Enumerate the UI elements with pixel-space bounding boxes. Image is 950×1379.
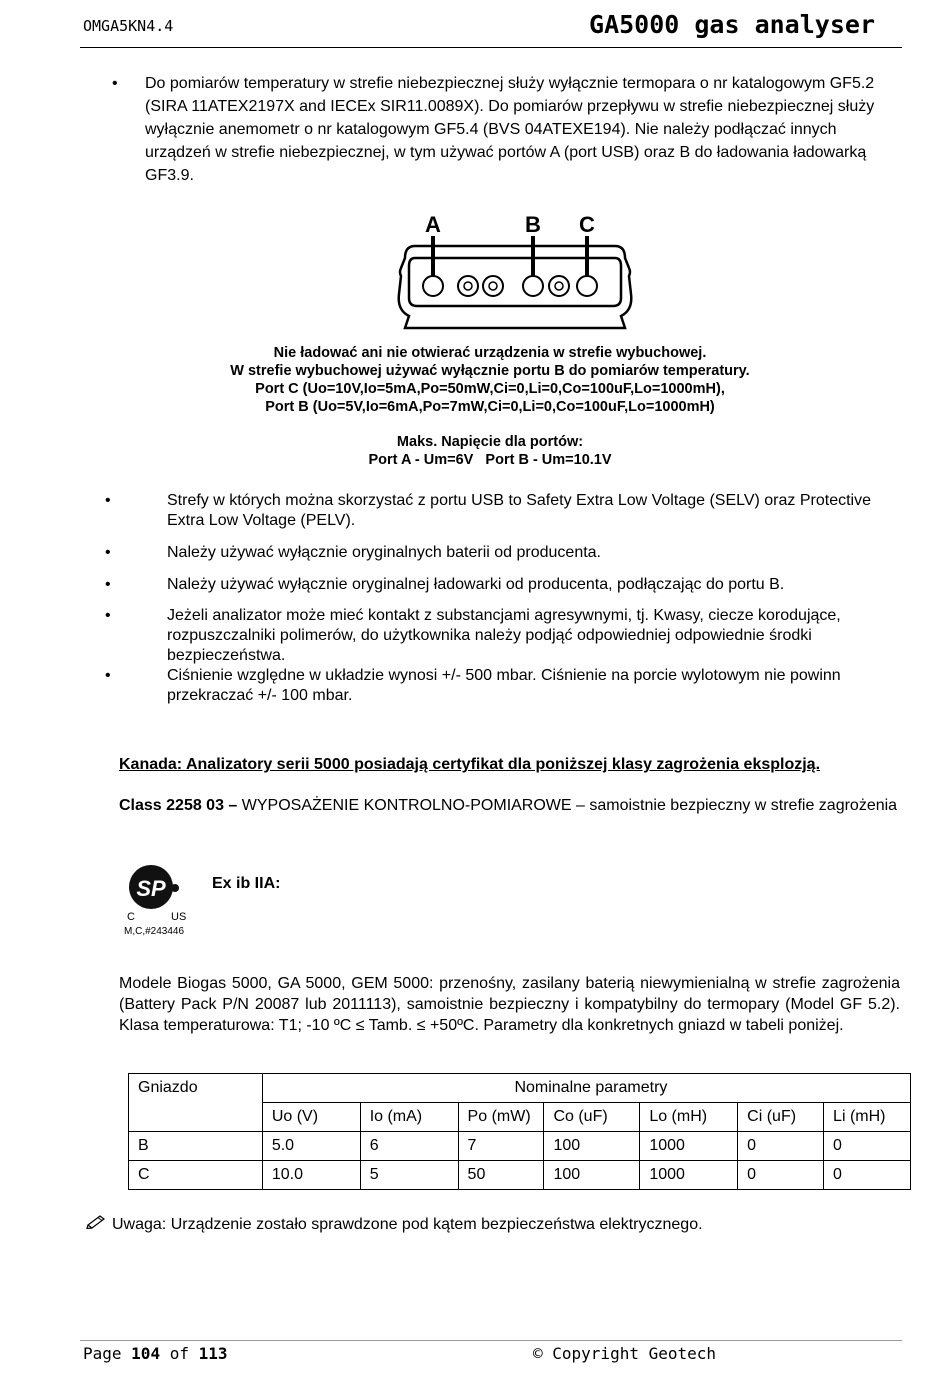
table-header-cell: Ci (uF) bbox=[738, 1103, 824, 1132]
table-cell: 5.0 bbox=[262, 1132, 360, 1161]
parameters-table bbox=[128, 1073, 911, 1190]
table-cell: 7 bbox=[458, 1132, 544, 1161]
header-rule bbox=[80, 47, 902, 48]
port-label-b: B bbox=[525, 212, 541, 237]
port-a-socket bbox=[423, 276, 443, 296]
of-word: of bbox=[169, 1344, 189, 1363]
table-header-cell: Li (mH) bbox=[824, 1103, 911, 1132]
table-cell: 100 bbox=[544, 1161, 640, 1190]
csa-logo-c: C bbox=[127, 911, 135, 923]
table-cell: 5 bbox=[360, 1161, 458, 1190]
bullet-dot: • bbox=[112, 75, 118, 92]
note-text: Uwaga: Urządzenie zostało sprawdzone pod kątem bezpieczeństwa elektrycznego. bbox=[112, 1216, 703, 1233]
bullet-dot: • bbox=[105, 576, 111, 593]
table-cell: 6 bbox=[360, 1132, 458, 1161]
csa-logo-us: US bbox=[171, 911, 187, 923]
table-header-row bbox=[129, 1074, 911, 1103]
table-cell: 1000 bbox=[640, 1132, 738, 1161]
max-voltage-values: Port A - Um=6V Port B - Um=10.1V bbox=[368, 452, 612, 468]
max-voltage-block bbox=[150, 433, 830, 469]
table-cell: 0 bbox=[824, 1132, 911, 1161]
list-item bbox=[105, 543, 897, 563]
warning-line: Port C (Uo=10V,Io=5mA,Po=50mW,Ci=0,Li=0,Co=100uF,Lo=1000mH), bbox=[255, 381, 725, 397]
list-item bbox=[105, 575, 897, 595]
table-header-cell: Gniazdo bbox=[129, 1074, 263, 1132]
page-number bbox=[83, 1344, 228, 1363]
class-code: Class 2258 03 – bbox=[119, 797, 238, 814]
table-cell: 10.0 bbox=[262, 1161, 360, 1190]
port-c-socket bbox=[577, 276, 597, 296]
table-header-cell: Co (uF) bbox=[544, 1103, 640, 1132]
ex-rating: Ex ib IIA: bbox=[212, 875, 281, 892]
list-item-text: Jeżeli analizator może mieć kontakt z substancjami agresywnymi, tj. Kwasy, ciecze korodujące, rozpuszczalniki polimerów, do użytkownika należy podjąć odpowiedniej odpowiednie środki bezpieczeństwa. bbox=[167, 607, 841, 664]
table-header-cell: Po (mW) bbox=[458, 1103, 544, 1132]
max-voltage-title: Maks. Napięcie dla portów: bbox=[396, 434, 584, 450]
table-header-cell: Uo (V) bbox=[262, 1103, 360, 1132]
table-cell: 100 bbox=[544, 1132, 640, 1161]
csa-logo-mark: SP bbox=[136, 876, 166, 901]
warning-line: W strefie wybuchowej używać wyłącznie portu B do pomiarów temperatury. bbox=[230, 363, 750, 379]
bullet-dot: • bbox=[105, 492, 111, 509]
doc-title: GA5000 gas analyser bbox=[589, 10, 875, 39]
port-b-socket bbox=[523, 276, 543, 296]
warning-block bbox=[150, 344, 830, 416]
bullet-dot: • bbox=[105, 667, 111, 684]
list-item bbox=[105, 606, 897, 666]
list-item-text: Należy używać wyłącznie oryginalnych baterii od producenta. bbox=[167, 544, 601, 561]
models-paragraph: Modele Biogas 5000, GA 5000, GEM 5000: przenośny, zasilany baterią niewymienialną w strefie zagrożenia (Battery Pack P/N 20087 lub 2011113), samoistnie bezpieczny i kompatybilny do termopary (Model GF 5.2). Klasa temperaturowa: T1; -10 ºC ≤ Tamb. ≤ +50ºC. Parametry dla konkretnych gniazd w tabeli poniżej. bbox=[119, 975, 900, 1034]
table-cell: 0 bbox=[738, 1132, 824, 1161]
table-cell: 50 bbox=[458, 1161, 544, 1190]
bullet-dot: • bbox=[105, 544, 111, 561]
note bbox=[86, 1213, 703, 1234]
class-paragraph bbox=[119, 795, 900, 816]
warning-line: Nie ładować ani nie otwierać urządzenia w strefie wybuchowej. bbox=[273, 345, 707, 361]
table-row bbox=[129, 1161, 911, 1190]
list-item-text: Ciśnienie względne w układzie wynosi +/- 500 mbar. Ciśnienie na porcie wylotowym nie powinn przekraczać +/- 100 mbar. bbox=[167, 667, 841, 704]
table-cell: 0 bbox=[738, 1161, 824, 1190]
pencil-icon bbox=[86, 1213, 112, 1234]
class-description: WYPOSAŻENIE KONTROLNO-POMIAROWE – samoistnie bezpieczny w strefie zagrożenia bbox=[237, 797, 898, 814]
table-cell: B bbox=[129, 1132, 263, 1161]
list-item bbox=[105, 491, 897, 531]
list-item-text: Strefy w których można skorzystać z portu USB to Safety Extra Low Voltage (SELV) oraz Protective Extra Low Voltage (PELV). bbox=[167, 492, 871, 529]
port-label-c: C bbox=[579, 212, 595, 237]
table-row bbox=[129, 1132, 911, 1161]
copyright: © Copyright Geotech bbox=[533, 1344, 717, 1363]
bullet-dot: • bbox=[105, 607, 111, 624]
table-header-cell: Lo (mH) bbox=[640, 1103, 738, 1132]
csa-logo-cert: M,C,#243446 bbox=[124, 926, 185, 937]
current-page: 104 bbox=[131, 1344, 161, 1363]
list-item-text: Należy używać wyłącznie oryginalnej ładowarki od producenta, podłączając do portu B. bbox=[167, 576, 785, 593]
intro-bullet-text: Do pomiarów temperatury w strefie niebezpiecznej służy wyłącznie termopara o nr katalogowym GF5.2 (SIRA 11ATEX2197X and IECEx SIR11.0089X). Do pomiarów przepływu w strefie niebezpiecznej służy wyłącznie anemometr o nr katalogowym GF5.4 (BVS 04ATEXE194). Nie należy podłączać innych urządzeń w strefie niebezpiecznej, w tym używać portów A (port USB) oraz B do ładowania ładowarką GF3.9. bbox=[145, 75, 875, 184]
warning-line: Port B (Uo=5V,Io=6mA,Po=7mW,Ci=0,Li=0,Co=100uF,Lo=1000mH) bbox=[265, 399, 715, 415]
list-item bbox=[105, 666, 897, 706]
doc-code: OMGA5KN4.4 bbox=[83, 17, 174, 35]
total-pages: 113 bbox=[198, 1344, 228, 1363]
table-group-header: Nominalne parametry bbox=[262, 1074, 910, 1103]
table-header-cell: Io (mA) bbox=[360, 1103, 458, 1132]
intro-bullet bbox=[112, 72, 885, 187]
csa-certification-logo bbox=[123, 860, 193, 940]
table-cell: 1000 bbox=[640, 1161, 738, 1190]
port-label-a: A bbox=[425, 212, 441, 237]
canada-heading: Kanada: Analizatory serii 5000 posiadają certyfikat dla poniższej klasy zagrożenia eksplozją. bbox=[119, 756, 821, 773]
page-word: Page bbox=[83, 1344, 122, 1363]
footer-rule bbox=[80, 1340, 902, 1341]
table-cell: 0 bbox=[824, 1161, 911, 1190]
table-cell: C bbox=[129, 1161, 263, 1190]
device-ports-diagram bbox=[395, 206, 635, 334]
